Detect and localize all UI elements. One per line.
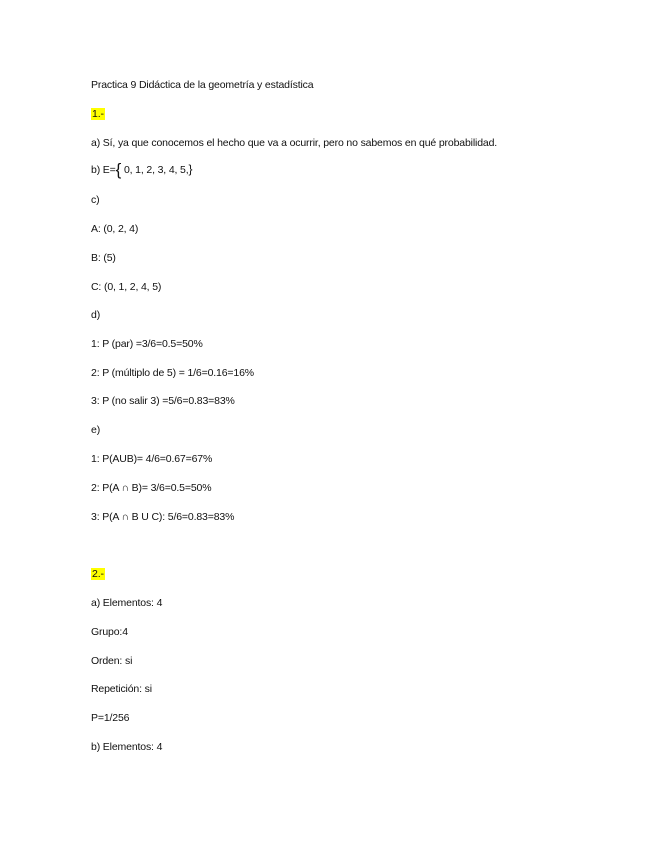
answer-1b [91, 160, 193, 179]
answer-1b-label: b) E= [91, 164, 116, 176]
sample-space-set: 0, 1, 2, 3, 4, 5, [121, 164, 189, 176]
event-a: A: (0, 2, 4) [91, 223, 139, 235]
answer-2a-elementos: a) Elementos: 4 [91, 597, 163, 609]
document-title: Practica 9 Didáctica de la geometría y estadística [91, 79, 314, 91]
answer-2b-elementos: b) Elementos: 4 [91, 741, 163, 753]
orden: Orden: si [91, 655, 133, 667]
open-brace: { [115, 160, 122, 179]
prob-multiplo-5: 2: P (múltiplo de 5) = 1/6=0.16=16% [91, 367, 254, 379]
section-1-heading [91, 107, 105, 121]
repeticion: Repetición: si [91, 683, 152, 695]
event-c: C: (0, 1, 2, 4, 5) [91, 281, 162, 293]
grupo: Grupo:4 [91, 626, 128, 638]
answer-1a: a) Sí, ya que conocemos el hecho que va a ocurrir, pero no sabemos en qué probabilidad. [91, 137, 498, 149]
prob-a-union-b: 1: P(AUB)= 4/6=0.67=67% [91, 453, 213, 465]
close-brace: } [188, 162, 193, 176]
section-2-heading [91, 567, 105, 581]
answer-1c-label: c) [91, 194, 100, 206]
probability-p: P=1/256 [91, 712, 130, 724]
answer-1d-label: d) [91, 309, 101, 321]
section-1-heading-text: 1.- [92, 108, 104, 120]
prob-par: 1: P (par) =3/6=0.5=50% [91, 338, 203, 350]
event-b: B: (5) [91, 252, 116, 264]
prob-no-salir-3: 3: P (no salir 3) =5/6=0.83=83% [91, 395, 235, 407]
answer-1e-label: e) [91, 424, 101, 436]
prob-a-intersect-b-union-c: 3: P(A ∩ B U C): 5/6=0.83=83% [91, 511, 235, 523]
prob-a-intersect-b: 2: P(A ∩ B)= 3/6=0.5=50% [91, 482, 212, 494]
section-2-heading-text: 2.- [92, 568, 104, 580]
